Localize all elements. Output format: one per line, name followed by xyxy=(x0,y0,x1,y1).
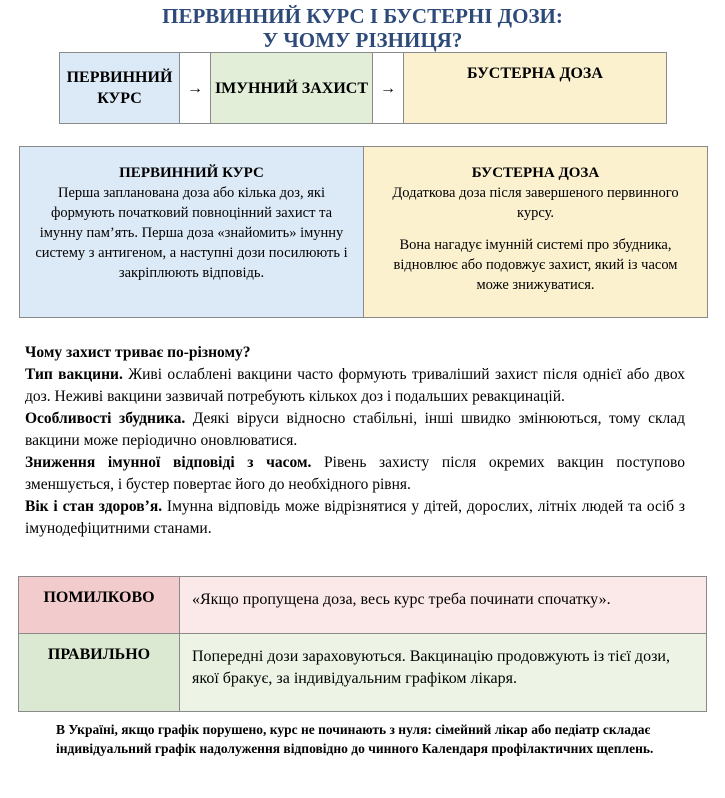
booster-dose-box xyxy=(364,147,707,317)
primary-course-text: Перша запланована доза або кілька доз, які формують початковий повноцінний захист та імунну пам’ять. Перша доза «знайомить» імунну систему з антигеном, а наступні дози посилюють і закріплюють відповідь. xyxy=(35,185,348,281)
why-item-text: Імунна відповідь може відрізнятися у дітей, дорослих, літніх людей та осіб з імунодефіцитними станами. xyxy=(25,498,686,537)
why-heading: Чому захист триває по-різному? xyxy=(25,344,251,361)
why-item-term: Вік і стан здоров’я. xyxy=(25,498,163,515)
why-item xyxy=(25,364,685,408)
flow-arrow-icon: → xyxy=(373,52,403,124)
why-item-term: Тип вакцини. xyxy=(25,366,123,383)
fact-row xyxy=(19,634,706,711)
why-item-text: Живі ослаблені вакцини часто формують триваліший захист після однієї або двох доз. Неживі вакцини зазвичай потребують кількох доз і подальших ревакцинацій. xyxy=(25,366,686,405)
comparison-panel xyxy=(19,146,708,318)
title-line-1: ПЕРВИННИЙ КУРС І БУСТЕРНІ ДОЗИ: xyxy=(162,4,563,28)
booster-dose-text-1: Додаткова доза після завершеного первинного курсу. xyxy=(392,185,679,221)
why-item xyxy=(25,496,685,540)
why-item xyxy=(25,452,685,496)
booster-dose-text-2: Вона нагадує імунній системі про збудника, відновлює або подовжує захист, який із часом може знижуватися. xyxy=(393,237,678,293)
why-item-term: Особливості збудника. xyxy=(25,410,186,427)
page-title xyxy=(0,4,725,52)
wrong-label: ПОМИЛКОВО xyxy=(19,577,180,633)
ukraine-note: В Україні, якщо графік порушено, курс не починають з нуля: сімейний лікар або педіатр складає індивідуальний графік надолуження відповідно до чинного Календаря профілактичних щеплень. xyxy=(56,722,654,756)
flow-diagram xyxy=(59,52,667,124)
primary-course-heading: ПЕРВИННИЙ КУРС xyxy=(119,165,264,181)
primary-course-box xyxy=(20,147,364,317)
why-item xyxy=(25,408,685,452)
why-item-text: Деякі віруси відносно стабільні, інші швидко змінюються, тому склад вакцини може періодично оновлюватися. xyxy=(25,410,685,449)
right-text: Попередні дози зараховуються. Вакцинацію продовжують із тієї дози, якої бракує, за індивідуальним графіком лікаря. xyxy=(180,634,706,711)
title-line-2: У ЧОМУ РІЗНИЦЯ? xyxy=(262,28,463,52)
right-label: ПРАВИЛЬНО xyxy=(19,634,180,711)
flow-step-booster-dose: БУСТЕРНА ДОЗА xyxy=(403,52,667,124)
why-item-text: Рівень захисту після окремих вакцин поступово зменшується, і бустер повертає його до необхідного рівня. xyxy=(25,454,685,493)
flow-step-primary-course: ПЕРВИННИЙ КУРС xyxy=(59,52,180,124)
wrong-text: «Якщо пропущена доза, весь курс треба починати спочатку». xyxy=(180,577,706,633)
flow-arrow-icon: → xyxy=(180,52,210,124)
booster-dose-heading: БУСТЕРНА ДОЗА xyxy=(471,165,600,181)
why-section xyxy=(25,342,685,540)
myth-fact-table xyxy=(18,576,707,712)
why-item-term: Зниження імунної відповіді з часом. xyxy=(25,454,312,471)
myth-row xyxy=(19,577,706,634)
flow-step-immune-protection: ІМУННИЙ ЗАХИСТ xyxy=(210,52,373,124)
